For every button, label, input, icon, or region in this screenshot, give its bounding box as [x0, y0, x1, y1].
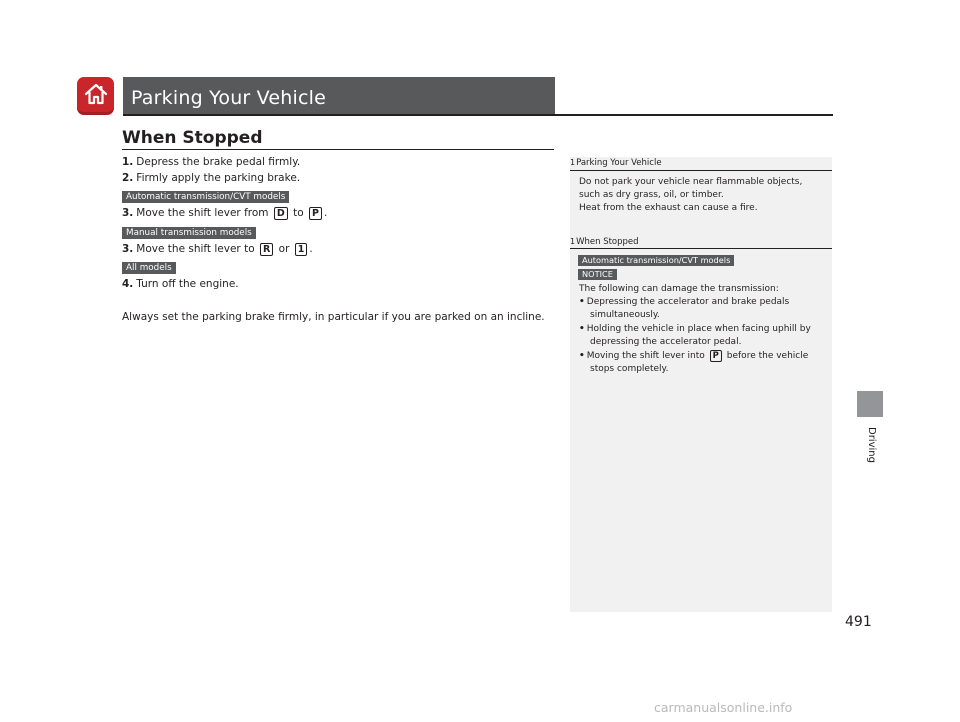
- step-2: 2. Firmly apply the parking brake.: [122, 172, 301, 184]
- model-tag-all: All models: [122, 262, 176, 274]
- title-divider: [123, 114, 833, 116]
- sidebar-model-tag: Automatic transmission/CVT models: [578, 255, 734, 266]
- watermark: carmanualsonline.info: [654, 700, 793, 715]
- sidebar-text: Heat from the exhaust can cause a fire.: [579, 203, 758, 213]
- sidebar-panel: [570, 157, 832, 612]
- model-tag-manual: Manual transmission models: [122, 227, 256, 239]
- list-item-continuation: depressing the accelerator pedal.: [590, 337, 742, 347]
- page-title: Parking Your Vehicle: [131, 87, 327, 109]
- chapter-tab[interactable]: [857, 391, 883, 417]
- step-3-automatic: 3. Move the shift lever from D to P .: [122, 207, 328, 219]
- sidebar-divider: [570, 170, 832, 171]
- sidebar-heading-stopped: 1When Stopped: [570, 237, 639, 247]
- step-4: 4. Turn off the engine.: [122, 278, 239, 290]
- section-title: When Stopped: [122, 128, 263, 148]
- chapter-label: Driving: [866, 427, 877, 463]
- sidebar-divider: [570, 248, 832, 249]
- sidebar-heading-parking: 1Parking Your Vehicle: [570, 158, 662, 168]
- sidebar-text: such as dry grass, oil, or timber.: [579, 190, 724, 200]
- page-number: 491: [845, 614, 872, 630]
- parking-note: Always set the parking brake firmly, in particular if you are parked on an incline.: [122, 311, 545, 323]
- shift-key-p: P: [309, 207, 322, 220]
- sidebar-text: The following can damage the transmission:: [579, 284, 779, 294]
- shift-key-p: P: [710, 350, 722, 362]
- home-icon: [84, 83, 108, 109]
- step-1: 1. Depress the brake pedal firmly.: [122, 156, 301, 168]
- section-divider: [122, 149, 554, 150]
- list-item: • Moving the shift lever into P before the vehicle: [579, 351, 809, 361]
- notice-badge: NOTICE: [578, 269, 617, 280]
- shift-key-d: D: [274, 207, 288, 220]
- home-button[interactable]: [77, 77, 114, 115]
- list-item: • Depressing the accelerator and brake pedals: [579, 297, 790, 307]
- sidebar-text: Do not park your vehicle near flammable objects,: [579, 177, 803, 187]
- list-item-continuation: simultaneously.: [590, 310, 660, 320]
- model-tag-automatic: Automatic transmission/CVT models: [122, 191, 289, 203]
- step-3-manual: 3. Move the shift lever to R or 1 .: [122, 243, 313, 255]
- shift-key-r: R: [260, 243, 273, 256]
- shift-key-1: 1: [295, 243, 308, 256]
- list-item: • Holding the vehicle in place when facing uphill by: [579, 324, 811, 334]
- list-item-continuation: stops completely.: [590, 364, 669, 374]
